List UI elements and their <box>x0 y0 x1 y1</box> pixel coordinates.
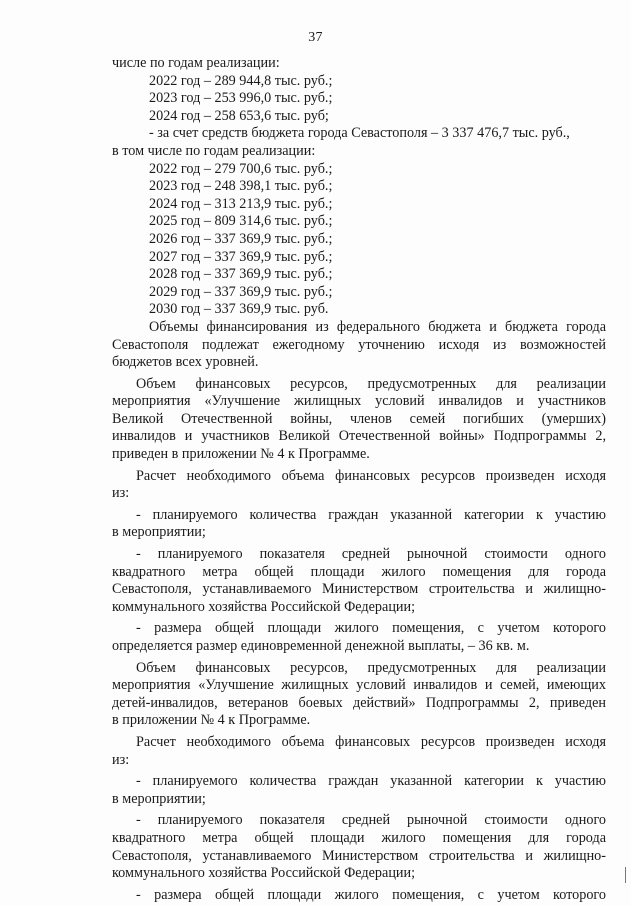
document-body <box>112 55 606 904</box>
text-line: бюджетов всех уровней. <box>112 354 259 371</box>
text-line: 2022 год – 289 944,8 тыс. руб.; <box>149 72 333 89</box>
text-line: Объемы финансирования из федерального бюджета и бюджета города <box>149 318 606 335</box>
text-line: 2026 год – 337 369,9 тыс. руб.; <box>149 230 333 247</box>
text-line: Расчет необходимого объема финансовых ресурсов произведен исходя <box>136 467 606 484</box>
text-line: коммунального хозяйства Российской Федерации; <box>112 865 416 882</box>
text-line: Севастополя подлежат ежегодному уточнению исходя из возможностей <box>112 336 606 353</box>
text-line: 2023 год – 253 996,0 тыс. руб.; <box>149 90 333 107</box>
text-line: 2027 год – 337 369,9 тыс. руб.; <box>149 248 333 265</box>
text-line: 2028 год – 337 369,9 тыс. руб.; <box>149 266 333 283</box>
text-line: в мероприятии; <box>112 790 206 807</box>
text-line: 2023 год – 248 398,1 тыс. руб.; <box>149 178 333 195</box>
text-line: приведен в приложении № 4 к Программе. <box>112 446 370 463</box>
text-line: квадратного метра общей площади жилого помещения для города <box>112 829 606 846</box>
text-line: 2022 год – 279 700,6 тыс. руб.; <box>149 160 333 177</box>
text-line: мероприятия «Улучшение жилищных условий инвалидов и семей, имеющих <box>112 677 606 694</box>
text-line: 2024 год – 258 653,6 тыс. руб; <box>149 107 329 124</box>
text-line: 2025 год – 809 314,6 тыс. руб.; <box>149 213 333 230</box>
text-line: 2024 год – 313 213,9 тыс. руб.; <box>149 195 333 212</box>
text-line: определяется размер единовременной денежной выплаты, – 36 кв. м. <box>112 638 530 654</box>
text-line: в том числе по годам реализации: <box>112 142 316 159</box>
text-line: в приложении № 4 к Программе. <box>112 712 311 729</box>
text-line: - за счет средств бюджета города Севастополя – 3 337 476,7 тыс. руб., <box>149 125 570 142</box>
text-line: из: <box>112 751 130 768</box>
text-line: инвалидов и участников Великой Отечественной войны» Подпрограммы 2, <box>112 428 606 445</box>
text-line: - планируемого количества граждан указанной категории к участию <box>136 506 606 523</box>
text-line: мероприятия «Улучшение жилищных условий инвалидов и участников <box>112 393 606 410</box>
text-line: Расчет необходимого объема финансовых ресурсов произведен исходя <box>136 733 606 750</box>
text-line: детей-инвалидов, ветеранов боевых действий» Подпрограммы 2, приведен <box>112 694 606 711</box>
text-line: Великой Отечественной войны, членов семей погибших (умерших) <box>112 410 606 427</box>
text-line: - размера общей площади жилого помещения, с учетом которого <box>136 620 606 637</box>
text-line: Объем финансовых ресурсов, предусмотренных для реализации <box>136 659 606 676</box>
text-line: - размера общей площади жилого помещения, с учетом которого <box>136 886 606 903</box>
text-line: Объем финансовых ресурсов, предусмотренных для реализации <box>136 375 606 392</box>
scan-edge-mark <box>625 867 626 883</box>
text-line: в мероприятии; <box>112 524 206 541</box>
text-line: - планируемого показателя средней рыночной стоимости одного <box>136 812 606 829</box>
text-line: - планируемого показателя средней рыночной стоимости одного <box>136 546 606 563</box>
text-line: коммунального хозяйства Российской Федерации; <box>112 598 416 615</box>
text-line: 2030 год – 337 369,9 тыс. руб. <box>149 301 329 318</box>
text-line: Севастополя, устанавливаемого Министерством строительства и жилищно- <box>112 847 606 864</box>
text-line: 2029 год – 337 369,9 тыс. руб.; <box>149 283 333 300</box>
text-line: числе по годам реализации: <box>112 55 280 71</box>
text-line: - планируемого количества граждан указанной категории к участию <box>136 773 606 790</box>
text-line: Севастополя, устанавливаемого Министерством строительства и жилищно- <box>112 581 606 598</box>
text-line: из: <box>112 485 130 502</box>
text-line: квадратного метра общей площади жилого помещения для города <box>112 563 606 580</box>
page-number: 37 <box>308 30 323 45</box>
